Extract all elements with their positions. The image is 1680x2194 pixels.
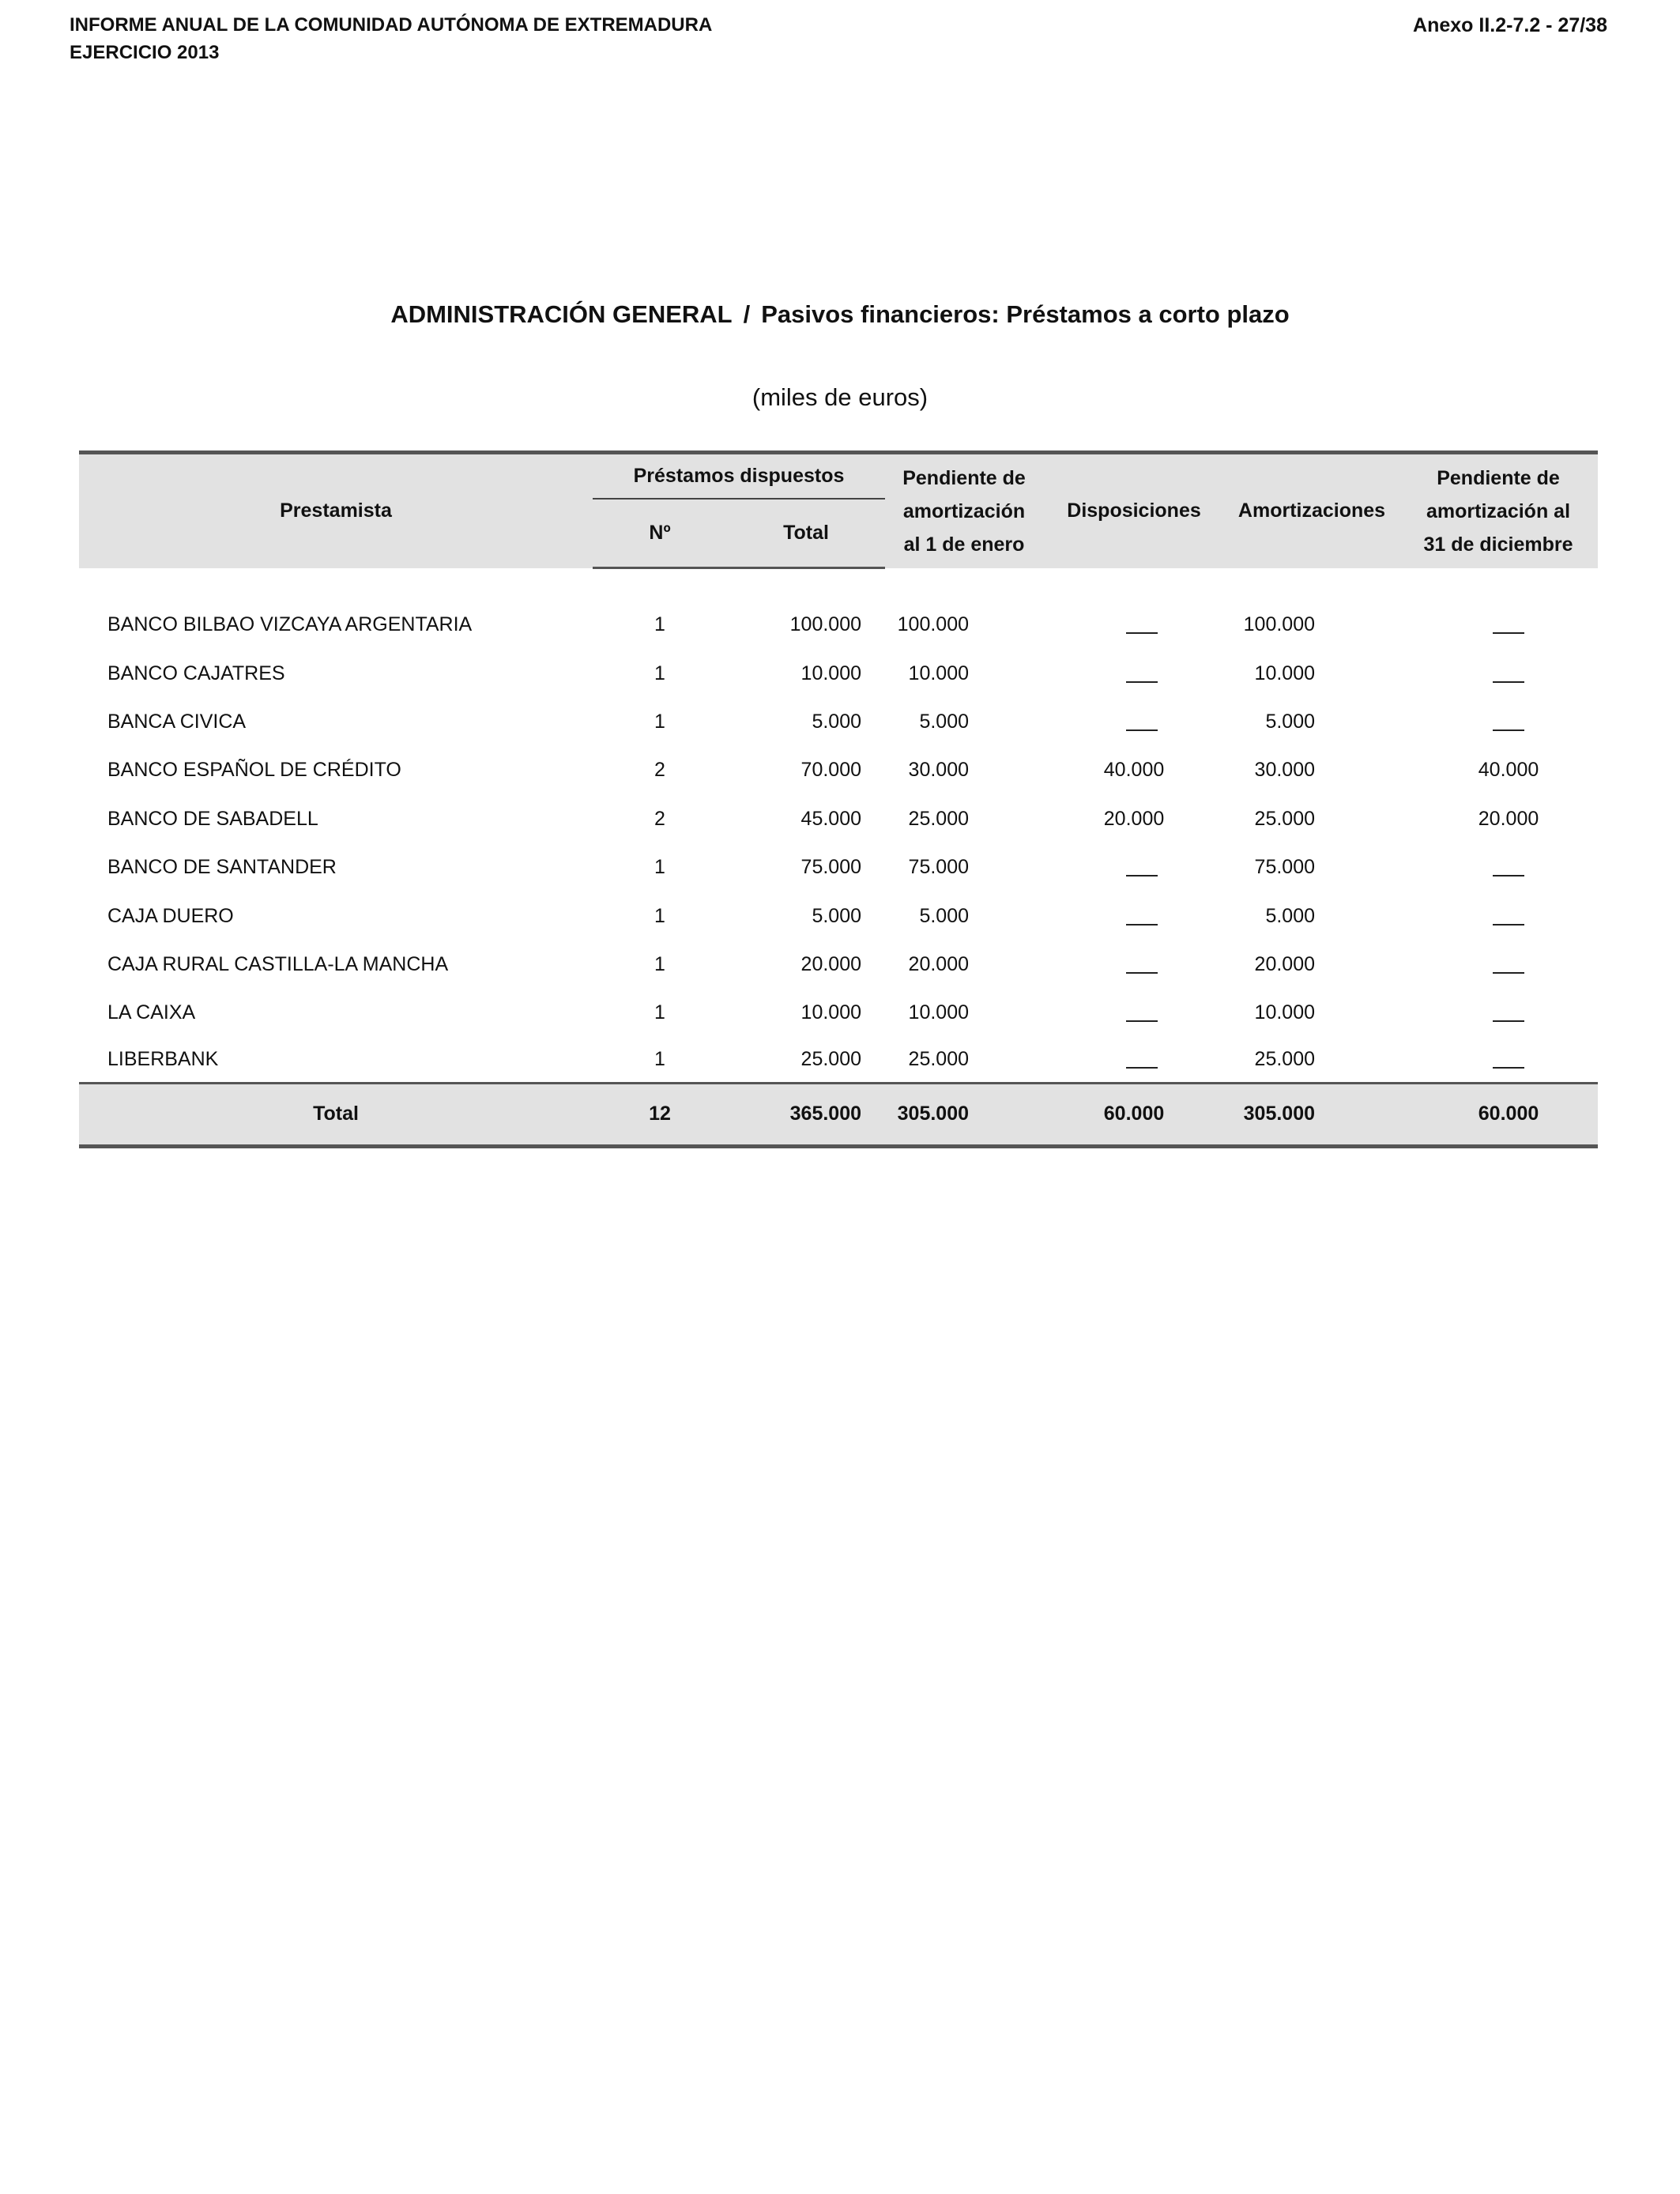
empty-value-dash [1126,914,1158,925]
table-title [0,300,1680,329]
cell-disposiciones [1043,892,1225,940]
cell-pendiente-enero: 30.000 [908,759,970,782]
cell-amortizaciones: 30.000 [1254,759,1316,782]
cell-prestamista: CAJA RURAL CASTILLA-LA MANCHA [107,952,449,975]
cell-disposiciones [1043,649,1225,697]
table-row [79,892,1598,940]
header-pendiente-enero-line2: amortización [902,499,1026,522]
cell-disposiciones [1043,698,1225,746]
cell-total: 5.000 [812,904,862,927]
cell-pendiente-diciembre [1399,989,1598,1037]
cell-disposiciones [1043,1038,1225,1084]
cell-total: 75.000 [800,856,862,879]
table-row [79,989,1598,1037]
cell-amortizaciones: 25.000 [1254,1048,1316,1071]
cell-pendiente-enero: 100.000 [897,613,970,636]
totals-pendiente-enero: 305.000 [885,1083,1043,1146]
cell-numero: 1 [654,1048,665,1071]
cell-pendiente-enero: 5.000 [919,904,970,927]
empty-value-dash [1493,672,1524,683]
header-prestamos-dispuestos: Préstamos dispuestos [593,453,885,499]
empty-value-dash [1493,914,1524,925]
cell-numero: 1 [654,613,665,636]
empty-value-dash [1126,865,1158,876]
cell-numero: 1 [654,904,665,927]
table-row [79,698,1598,746]
cell-pendiente-diciembre [1399,1038,1598,1084]
cell-prestamista: BANCO CAJATRES [107,662,285,684]
totals-n: 12 [593,1083,727,1146]
loans-body [79,568,1598,1084]
table-row [79,941,1598,989]
empty-value-dash [1126,672,1158,683]
cell-prestamista: LA CAIXA [107,1001,196,1024]
empty-value-dash [1493,720,1524,731]
table-row [79,746,1598,794]
cell-amortizaciones: 20.000 [1254,952,1316,975]
cell-prestamista: BANCA CIVICA [107,710,247,733]
cell-disposiciones [1043,843,1225,892]
loans-table [79,450,1598,1148]
cell-total: 100.000 [789,613,862,636]
cell-prestamista: CAJA DUERO [107,904,234,927]
header-pendiente-diciembre-line3: 31 de diciembre [1423,533,1573,556]
cell-numero: 1 [654,662,665,684]
title-separator: / [743,300,751,328]
totals-row [79,1083,1598,1146]
header-numero: Nº [593,499,727,568]
cell-amortizaciones: 5.000 [1265,904,1316,927]
cell-prestamista: BANCO BILBAO VIZCAYA ARGENTARIA [107,613,473,636]
cell-disposiciones [1043,601,1225,649]
cell-amortizaciones: 5.000 [1265,710,1316,733]
cell-pendiente-enero: 10.000 [908,1001,970,1024]
cell-numero: 2 [654,759,665,782]
totals-disposiciones: 60.000 [1043,1083,1225,1146]
cell-amortizaciones: 100.000 [1243,613,1316,636]
header-pendiente-diciembre [1399,453,1598,568]
empty-value-dash [1493,1011,1524,1022]
table-row [79,1038,1598,1084]
cell-pendiente-enero: 25.000 [908,807,970,830]
cell-prestamista: LIBERBANK [107,1048,219,1071]
empty-value-dash [1493,1057,1524,1069]
title-subject: Pasivos financieros: Préstamos a corto plazo [761,300,1290,328]
header-pendiente-enero-line3: al 1 de enero [903,533,1025,556]
report-title-line: INFORME ANUAL DE LA COMUNIDAD AUTÓNOMA DE EXTREMADURA [70,14,713,36]
cell-total: 10.000 [800,1001,862,1024]
header-pendiente-enero [885,453,1043,568]
cell-total: 45.000 [800,807,862,830]
report-header [70,11,712,66]
cell-numero: 1 [654,856,665,879]
report-year-line: EJERCICIO 2013 [70,42,220,63]
empty-value-dash [1493,623,1524,634]
cell-pendiente-diciembre [1399,601,1598,649]
cell-disposiciones [1043,941,1225,989]
cell-pendiente-diciembre [1399,892,1598,940]
table-row [79,601,1598,649]
table-row [79,795,1598,843]
cell-pendiente-enero: 25.000 [908,1048,970,1071]
cell-numero: 1 [654,1001,665,1024]
title-section: ADMINISTRACIÓN GENERAL [390,300,733,328]
cell-prestamista: BANCO DE SANTANDER [107,856,337,879]
empty-value-dash [1126,963,1158,974]
cell-disposiciones: 20.000 [1103,807,1165,830]
empty-value-dash [1493,963,1524,974]
cell-total: 20.000 [800,952,862,975]
empty-value-dash [1126,720,1158,731]
header-pendiente-enero-line1: Pendiente de [902,466,1026,489]
empty-value-dash [1126,1057,1158,1069]
header-pendiente-diciembre-line1: Pendiente de [1437,466,1560,489]
cell-disposiciones: 40.000 [1103,759,1165,782]
cell-pendiente-enero: 5.000 [919,710,970,733]
cell-disposiciones [1043,989,1225,1037]
empty-value-dash [1493,865,1524,876]
totals-label: Total [79,1083,593,1146]
cell-numero: 1 [654,952,665,975]
cell-numero: 2 [654,807,665,830]
cell-pendiente-enero: 75.000 [908,856,970,879]
cell-amortizaciones: 25.000 [1254,807,1316,830]
header-prestamista: Prestamista [79,453,593,568]
cell-pendiente-diciembre: 40.000 [1478,759,1539,782]
cell-amortizaciones: 10.000 [1254,1001,1316,1024]
cell-total: 10.000 [800,662,862,684]
cell-total: 5.000 [812,710,862,733]
cell-pendiente-diciembre [1399,698,1598,746]
totals-total: 365.000 [727,1083,885,1146]
cell-prestamista: BANCO DE SABADELL [107,807,318,830]
cell-pendiente-enero: 20.000 [908,952,970,975]
header-disposiciones: Disposiciones [1043,453,1225,568]
totals-amortizaciones: 305.000 [1225,1083,1399,1146]
cell-pendiente-diciembre [1399,843,1598,892]
annex-reference: Anexo II.2-7.2 - 27/38 [1413,14,1607,36]
cell-amortizaciones: 75.000 [1254,856,1316,879]
cell-pendiente-enero: 10.000 [908,662,970,684]
table-row [79,843,1598,892]
header-total: Total [727,499,885,568]
cell-pendiente-diciembre [1399,649,1598,697]
cell-prestamista: BANCO ESPAÑOL DE CRÉDITO [107,759,401,782]
empty-value-dash [1126,1011,1158,1022]
header-amortizaciones: Amortizaciones [1225,453,1399,568]
cell-pendiente-diciembre: 20.000 [1478,807,1539,830]
cell-numero: 1 [654,710,665,733]
cell-total: 70.000 [800,759,862,782]
empty-value-dash [1126,623,1158,634]
table-row [79,649,1598,697]
cell-pendiente-diciembre [1399,941,1598,989]
cell-amortizaciones: 10.000 [1254,662,1316,684]
cell-total: 25.000 [800,1048,862,1071]
units-note: (miles de euros) [751,383,929,411]
totals-pendiente-diciembre: 60.000 [1399,1083,1598,1146]
header-pendiente-diciembre-line2: amortización al [1426,499,1571,522]
